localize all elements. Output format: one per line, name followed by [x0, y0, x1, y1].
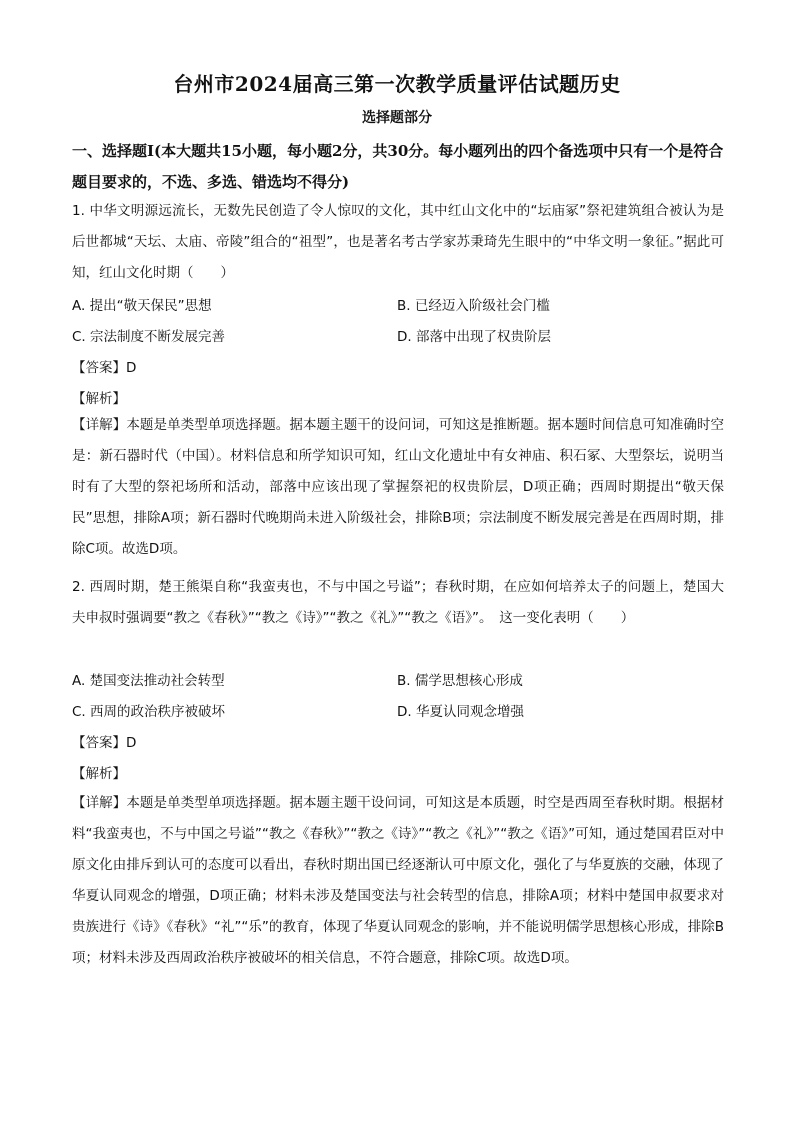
section-subtitle: 选择题部分	[362, 110, 432, 126]
question-2-detail: 【详解】本题是单类型单项选择题。据本题主题干设问词，可知这是本质题，时空是西周至春秋时期。根据材料“我蛮夷也，不与中国之号谥”“教之《春秋》”“教之《诗》”“教之《礼》”“教之《语》”可知，通过楚国君臣对中原文化由排斥到认可的态度可以看出，春秋时期出国已经逐渐认可中原文化，强化了与华夏族的交融，体现了华夏认同观念的增强，D项正确；材料未涉及楚国变法与社会转型的信息，排除A项；材料中楚国申叔要求对贵族进行《诗》《春秋》“礼”“乐”的教育，体现了华夏认同观念的影响，并不能说明儒学思想核心形成，排除B项；材料未涉及西周政治秩序被破坏的相关信息，不符合题意，排除C项。故选D项。	[72, 795, 724, 966]
question-1-detail: 【详解】本题是单类型单项选择题。据本题主题干的设问词，可知这是推断题。据本题时间信息可知准确时空是：新石器时代（中国）。材料信息和所学知识可知，红山文化遗址中有女神庙、积石冢、大型祭坛，说明当时有了大型的祭祀场所和活动，部落中应该出现了掌握祭祀的权贵阶层，D项正确；西周时期提出“敬天保民”思想，排除A项；新石器时代晚期尚未进入阶级社会，排除B项；宗法制度不断发展完善是在西周时期，排除C项。故选D项。	[72, 417, 724, 557]
question-1-answer: 【答案】D	[72, 360, 137, 376]
question-1-option-b: B. 已经迈入阶级社会门槛	[397, 298, 550, 314]
question-2-answer: 【答案】D	[72, 735, 137, 751]
question-1-option-a: A. 提出“敬天保民”思想	[72, 298, 212, 314]
section-heading: 一、选择题Ⅰ(本大题共15小题，每小题2分，共30分。每小题列出的四个备选项中只有一个是符合题目要求的，不选、多选、错选均不得分)	[72, 142, 724, 191]
question-2-option-d: D. 华夏认同观念增强	[397, 704, 524, 720]
question-1-option-d: D. 部落中出现了权贵阶层	[397, 329, 551, 345]
question-2-option-b: B. 儒学思想核心形成	[397, 673, 523, 689]
question-1-analysis-label: 【解析】	[72, 391, 126, 407]
page-title: 台州市2024届高三第一次教学质量评估试题历史	[173, 72, 621, 96]
question-1-option-c: C. 宗法制度不断发展完善	[72, 329, 226, 345]
question-2-analysis-label: 【解析】	[72, 766, 126, 782]
question-2-option-a: A. 楚国变法推动社会转型	[72, 673, 225, 689]
question-2-stem: 2. 西周时期，楚王熊渠自称“我蛮夷也，不与中国之号谥”；春秋时期，在应如何培养太子的问题上，楚国大夫申叔时强调要“教之《春秋》”“教之《诗》”“教之《礼》”“教之《语》”。 这一变化表明（ ）	[72, 579, 724, 626]
question-1-stem: 1. 中华文明源远流长，无数先民创造了令人惊叹的文化，其中红山文化中的“坛庙冢”祭祀建筑组合被认为是后世都城“天坛、太庙、帝陵”组合的“祖型”，也是著名考古学家苏秉琦先生眼中的“中华文明一象征。”据此可知，红山文化时期（ ）	[72, 203, 724, 281]
question-2-option-c: C. 西周的政治秩序被破坏	[72, 704, 226, 720]
